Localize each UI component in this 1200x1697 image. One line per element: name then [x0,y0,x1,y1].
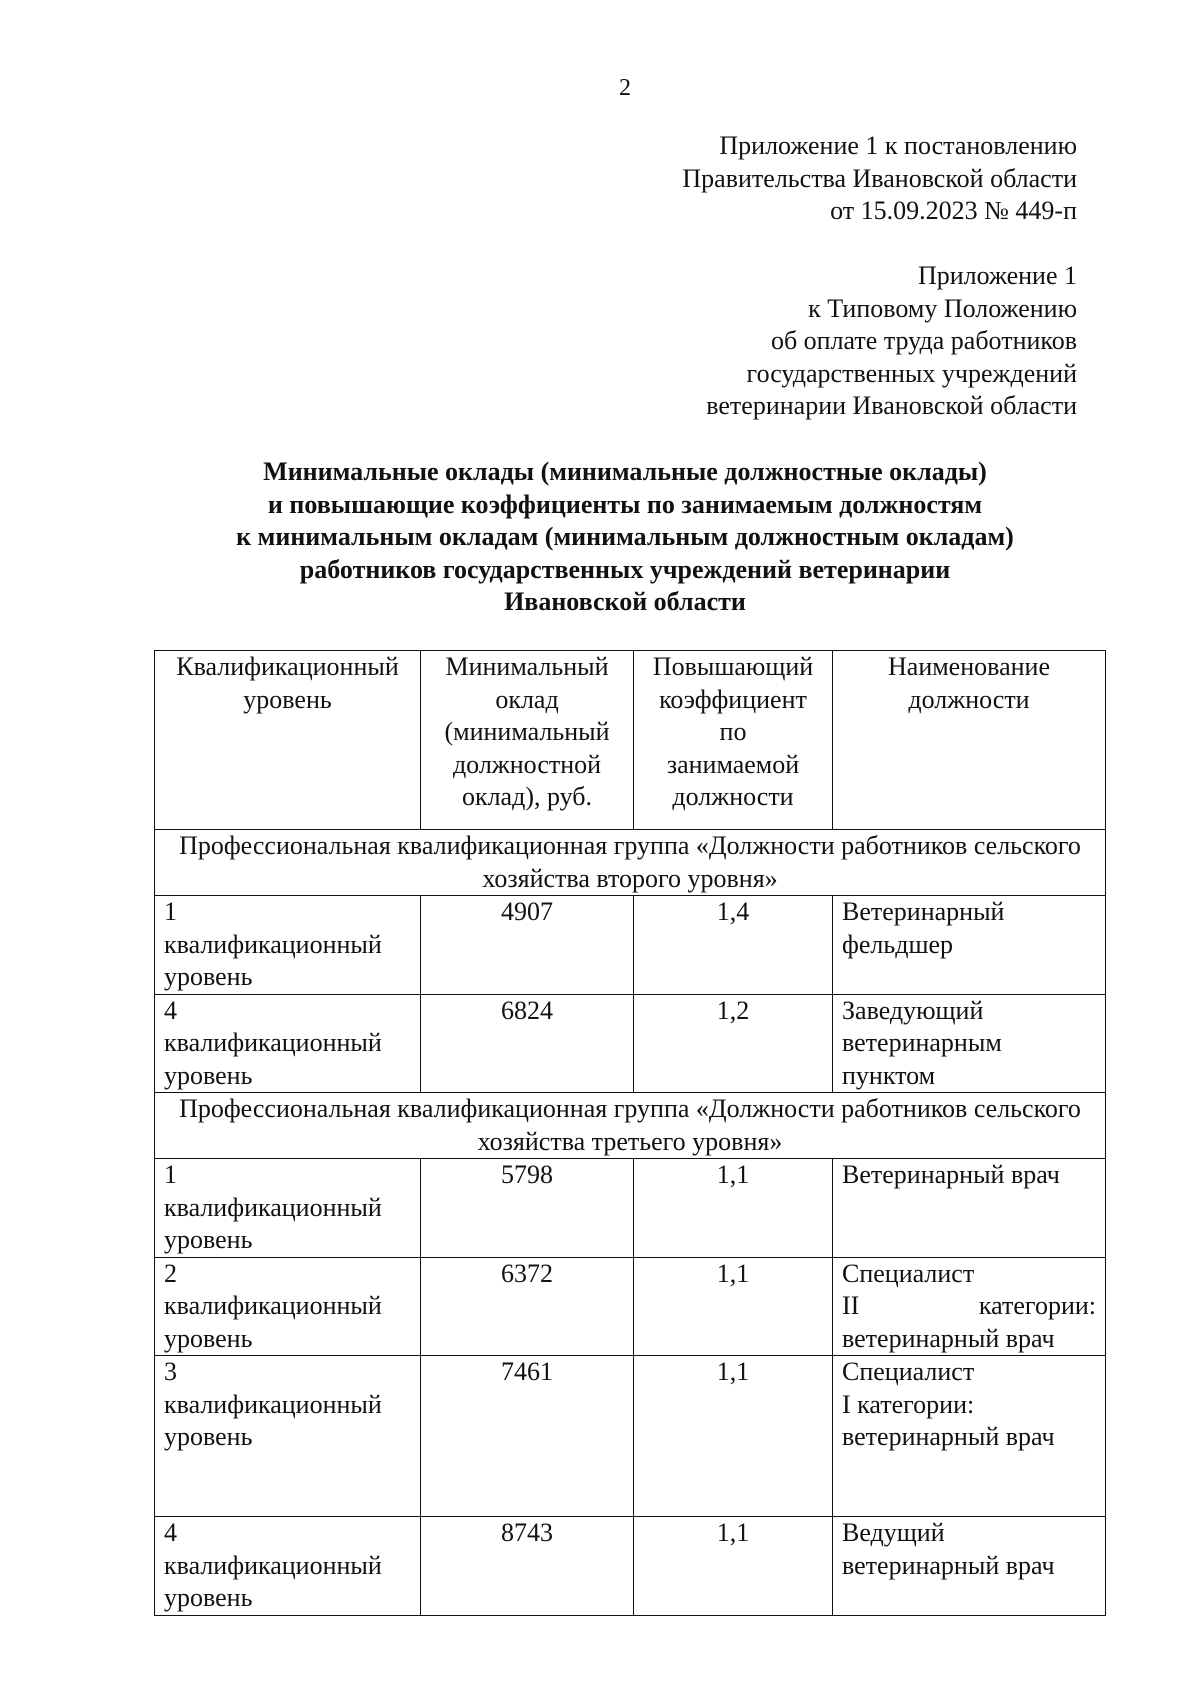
level-unit: уровень [164,1225,253,1254]
level-word: квалификационный [164,1389,382,1419]
title-line: и повышающие коэффициенты по занимаемым должностям [267,489,983,519]
position-line [842,1290,1096,1323]
title-line: к минимальным окладам (минимальным должностным окладам) [236,522,1014,551]
cell-salary: 8743 [421,1517,634,1616]
cell-position: Ветеринарный врач [833,1159,1106,1258]
table-header-row [155,651,1106,830]
level-number: 4 [164,995,177,1025]
cell-position: Ветеринарный фельдшер [833,896,1106,995]
level-unit: уровень [164,1323,253,1353]
cell-level [155,1517,421,1616]
level-word: квалификационный [164,1028,382,1057]
table-row [155,1159,1106,1258]
position-line: ветеринарный врач [842,1422,1055,1451]
annex-sub-line: об оплате труда работников [770,326,1077,355]
cell-position: Заведующий ветеринарным пунктом [833,994,1106,1093]
cell-salary: 5798 [421,1159,634,1258]
cell-salary: 6372 [421,1257,634,1356]
header-salary-line: оклад [495,684,559,714]
annex-sub-header [706,260,1077,423]
table-row [155,896,1106,995]
level-word: квалификационный [164,1192,382,1222]
cell-coefficient: 1,1 [634,1257,833,1356]
header-level [155,651,421,830]
cell-salary: 4907 [421,896,634,995]
cell-level [155,1159,421,1258]
annex-sub-line: к Типовому Положению [808,293,1077,323]
position-category-word: категории: [978,1291,1096,1320]
cell-coefficient: 1,1 [634,1517,833,1616]
cell-position [833,1257,1106,1356]
salary-table [154,650,1106,1616]
annex-sub-line: Приложение 1 [917,261,1077,290]
cell-position [833,1356,1106,1517]
header-position-line: должности [908,684,1030,714]
title-line: работников государственных учреждений ветеринарии [299,554,951,584]
header-position-line: Наименование [888,652,1050,681]
level-number: 4 [164,1518,177,1547]
header-salary-line: (минимальный [444,717,610,746]
header-salary-line: оклад), руб. [461,782,593,811]
level-unit: уровень [164,1583,253,1612]
cell-level [155,1356,421,1517]
position-line: Специалист [842,1258,975,1288]
cell-coefficient: 1,4 [634,896,833,995]
cell-level [155,1257,421,1356]
table-row [155,994,1106,1093]
level-word: квалификационный [164,1291,382,1320]
cell-salary: 7461 [421,1356,634,1517]
position-line: Специалист [842,1357,975,1386]
header-position [833,651,1106,830]
group-title: Профессиональная квалификационная группа «Должности работников сельского хозяйства второго уровня» [155,830,1106,896]
cell-level [155,896,421,995]
document-title [0,456,1200,619]
table-row [155,1517,1106,1616]
group-header-row [155,1093,1106,1159]
position-line: ветеринарный врач [842,1323,1055,1353]
header-coefficient-line: по [719,717,747,746]
table-row [155,1356,1106,1517]
header-level-line: Квалификационный [176,652,399,681]
level-number: 2 [164,1258,177,1288]
cell-level [155,994,421,1093]
level-number: 1 [164,897,177,926]
cell-salary: 6824 [421,994,634,1093]
annex-main-line: от 15.09.2023 № 449-п [830,196,1077,225]
level-unit: уровень [164,1422,253,1451]
annex-main-line: Правительства Ивановской области [682,163,1077,193]
level-number: 1 [164,1160,177,1189]
annex-main-line: Приложение 1 к постановлению [719,131,1077,160]
cell-coefficient: 1,1 [634,1159,833,1258]
header-coefficient-line: Повышающий [652,652,814,681]
level-word: квалификационный [164,929,382,959]
page-number: 2 [619,75,631,101]
position-category-numeral: II [842,1291,860,1320]
position-line: I категории: [842,1389,975,1419]
level-number: 3 [164,1357,177,1386]
header-coefficient-line: занимаемой [666,749,800,779]
annex-sub-line: ветеринарии Ивановской области [706,391,1077,420]
title-line: Минимальные оклады (минимальные должностные оклады) [263,457,987,486]
group-title: Профессиональная квалификационная группа «Должности работников сельского хозяйства третьего уровня» [155,1093,1106,1159]
header-level-line: уровень [243,684,332,714]
annex-sub-line: государственных учреждений [746,358,1077,388]
header-salary-line: должностной [452,749,602,779]
level-word: квалификационный [164,1550,382,1580]
cell-coefficient: 1,2 [634,994,833,1093]
title-line: Ивановской области [504,587,746,616]
cell-coefficient: 1,1 [634,1356,833,1517]
header-salary [421,651,634,830]
header-coefficient-line: должности [672,782,794,811]
level-unit: уровень [164,962,253,991]
header-coefficient-line: коэффициент [659,684,807,714]
header-salary-line: Минимальный [445,652,609,681]
header-coefficient [634,651,833,830]
group-header-row [155,830,1106,896]
level-unit: уровень [164,1060,253,1090]
table-row [155,1257,1106,1356]
annex-main-header [682,130,1077,228]
cell-position: Ведущий ветеринарный врач [833,1517,1106,1616]
